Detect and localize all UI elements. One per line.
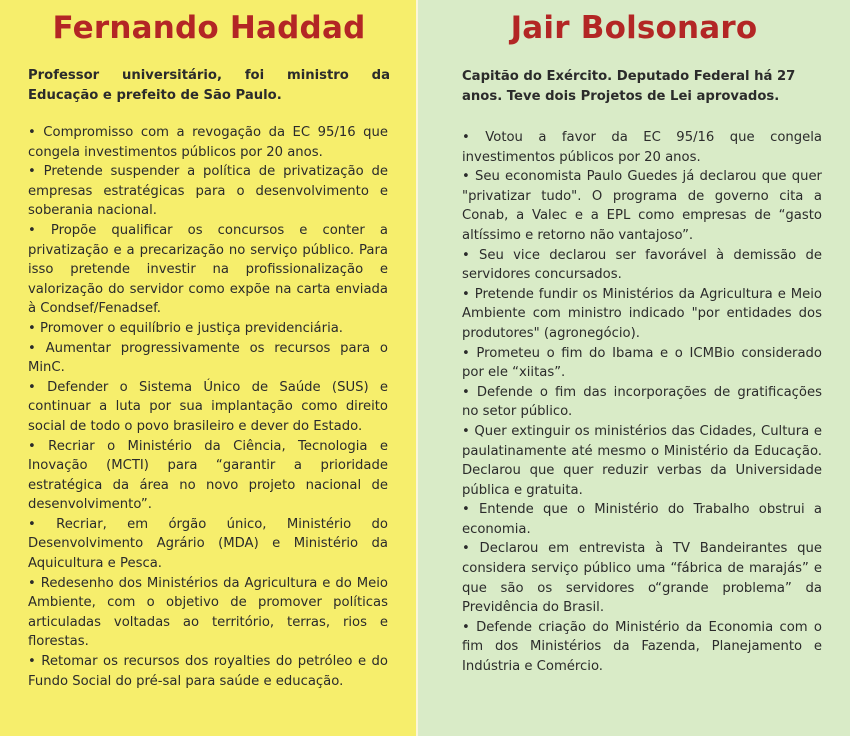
list-item: • Seu vice declarou ser favorável à demissão de servidores concursados.: [462, 246, 822, 285]
bolsonaro-column: [418, 0, 850, 736]
list-item: • Quer extinguir os ministérios das Cidades, Cultura e paulatinamente até mesmo o Ministério da Educação. Declarou que quer reduzir verbas da Universidade pública e gratuita.: [462, 422, 822, 500]
list-item: • Defende o fim das incorporações de gratificações no setor público.: [462, 383, 822, 422]
haddad-proposals-list: [28, 123, 388, 691]
list-item: • Retomar os recursos dos royalties do petróleo e do Fundo Social do pré-sal para saúde e educação.: [28, 652, 388, 691]
bolsonaro-intro: Capitão do Exército. Deputado Federal há 27 anos. Teve dois Projetos de Lei aprovados.: [462, 69, 796, 104]
list-item: • Recriar o Ministério da Ciência, Tecnologia e Inovação (MCTI) para “garantir a prioridade estratégica da área no novo projeto nacional de desenvolvimento”.: [28, 437, 388, 515]
haddad-name: Fernando Haddad: [52, 10, 366, 46]
list-item: • Redesenho dos Ministérios da Agricultura e do Meio Ambiente, com o objetivo de promover políticas articuladas voltadas ao território, terras, rios e florestas.: [28, 574, 388, 652]
list-item: • Seu economista Paulo Guedes já declarou que quer "privatizar tudo". O programa de governo cita a Conab, a Valec e a EPL como empresas de “gasto altíssimo e retorno não vantajoso”.: [462, 167, 822, 245]
list-item: • Pretende suspender a política de privatização de empresas estratégicas para o desenvolvimento e soberania nacional.: [28, 162, 388, 221]
list-item: • Propõe qualificar os concursos e conter a privatização e a precarização no serviço público. Para isso pretende investir na profissionalização e valorização do servidor como expõe na carta enviada à Condsef/Fenadsef.: [28, 221, 388, 319]
list-item: • Entende que o Ministério do Trabalho obstrui a economia.: [462, 500, 822, 539]
list-item: • Prometeu o fim do Ibama e o ICMBio considerado por ele “xiitas”.: [462, 344, 822, 383]
list-item: • Defende criação do Ministério da Economia com o fim dos Ministérios da Fazenda, Planejamento e Indústria e Comércio.: [462, 618, 822, 677]
bolsonaro-name: Jair Bolsonaro: [510, 10, 758, 46]
list-item: • Compromisso com a revogação da EC 95/16 que congela investimentos públicos por 20 anos.: [28, 123, 388, 162]
list-item: • Promover o equilíbrio e justiça previdenciária.: [28, 319, 388, 339]
list-item: • Pretende fundir os Ministérios da Agricultura e Meio Ambiente com ministro indicado "por entidades dos produtores" (agronegócio).: [462, 285, 822, 344]
list-item: • Defender o Sistema Único de Saúde (SUS) e continuar a luta por sua implantação como direito social de todo o povo brasileiro e dever do Estado.: [28, 378, 388, 437]
haddad-column: [0, 0, 418, 736]
list-item: • Declarou em entrevista à TV Bandeirantes que considera serviço público uma “fábrica de marajás” e que são os servidores o“grande problema” da Previdência do Brasil.: [462, 539, 822, 617]
haddad-intro: Professor universitário, foi ministro da Educação e prefeito de São Paulo.: [28, 68, 390, 103]
list-item: • Aumentar progressivamente os recursos para o MinC.: [28, 339, 388, 378]
list-item: • Votou a favor da EC 95/16 que congela investimentos públicos por 20 anos.: [462, 128, 822, 167]
list-item: • Recriar, em órgão único, Ministério do Desenvolvimento Agrário (MDA) e Ministério da Aquicultura e Pesca.: [28, 515, 388, 574]
bolsonaro-positions-list: [462, 128, 822, 677]
